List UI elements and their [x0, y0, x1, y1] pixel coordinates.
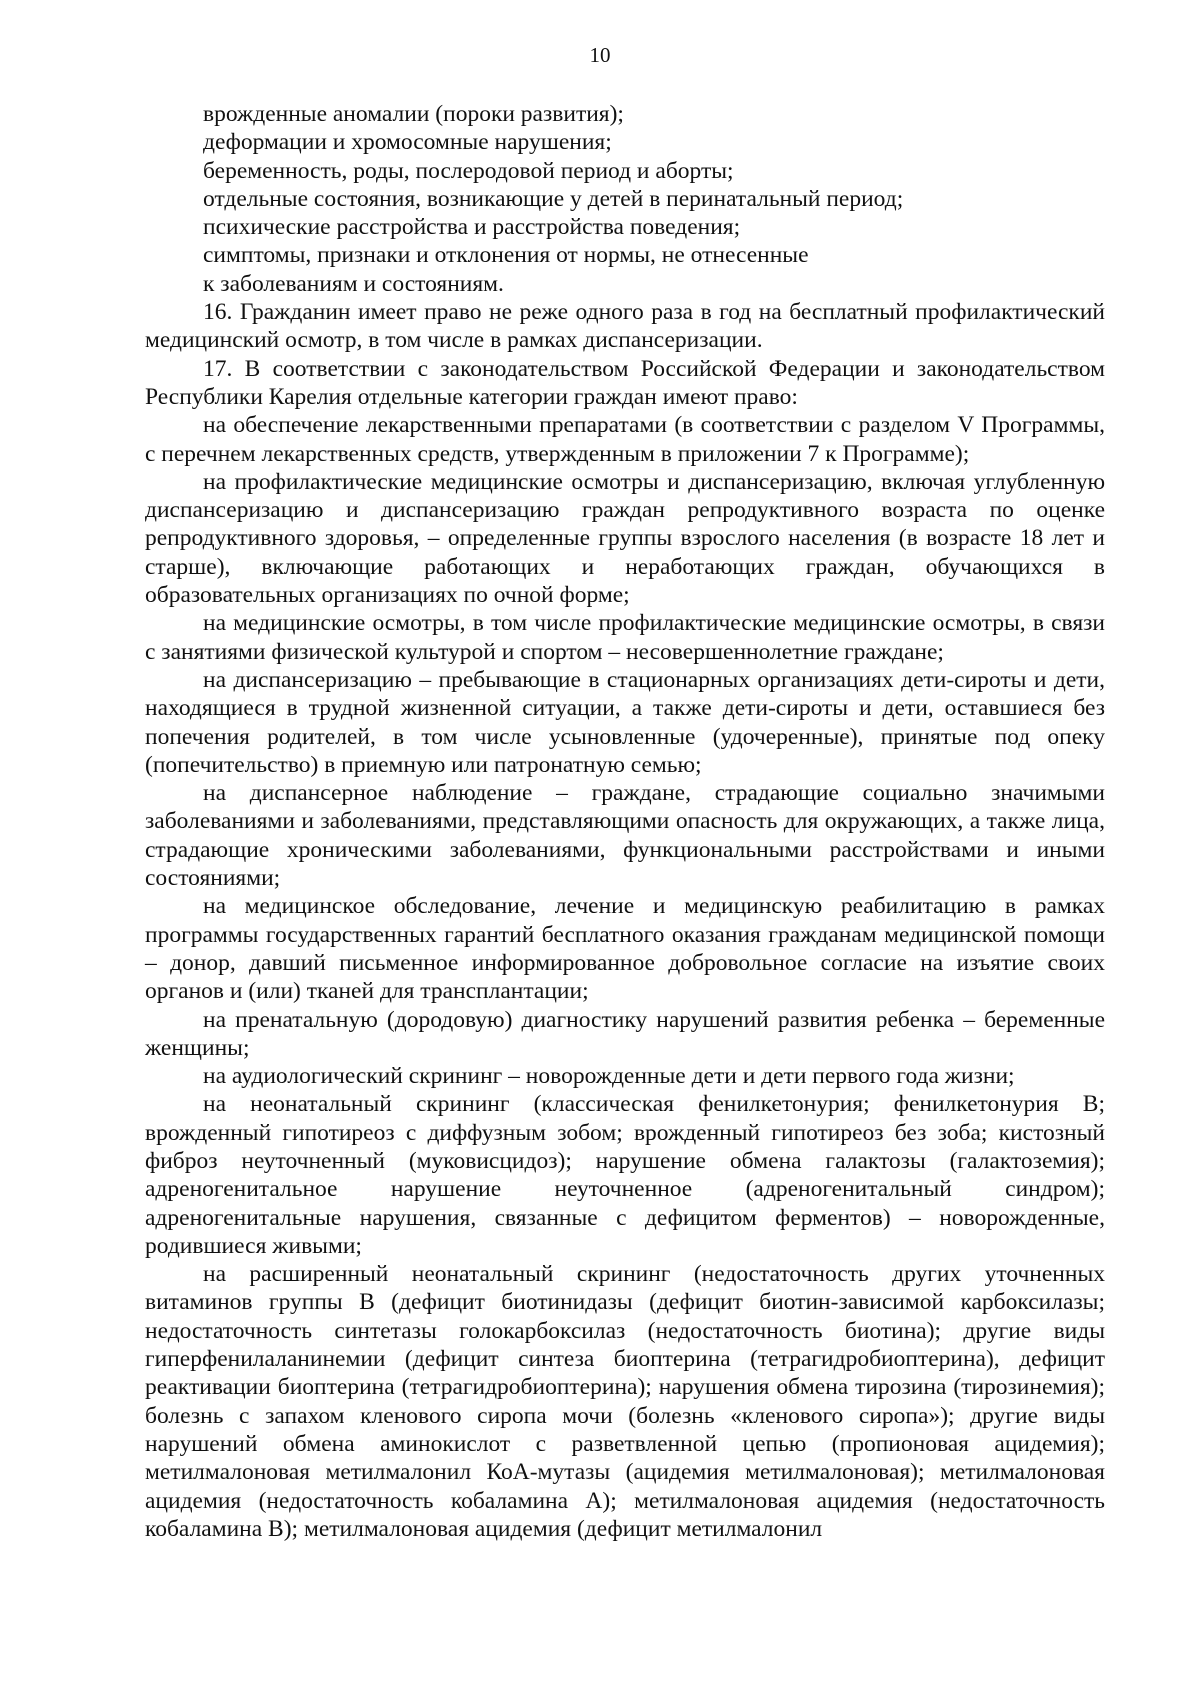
paragraph-prenatal: на пренатальную (дородовую) диагностику нарушений развития ребенка – беременные женщины; [145, 1006, 1105, 1061]
list-line: врожденные аномалии (пороки развития); [203, 101, 624, 127]
paragraph-orphans: на диспансеризацию – пребывающие в стационарных организациях дети-сироты и дети, находящиеся в трудной жизненной ситуации, а также дети-сироты и дети, оставшиеся без попечения родителей, в том числе усыновленные (удочеренные), принятые под опеку (попечительство) в приемную или патронатную семью; [145, 666, 1105, 778]
paragraph-medical-exams-minors: на медицинские осмотры, в том числе профилактические медицинские осмотры, в связи с занятиями физической культурой и спортом – несовершеннолетние граждане; [145, 610, 1105, 665]
paragraph-neonatal-screening: на неонатальный скрининг (классическая фенилкетонурия; фенилкетонурия B; врожденный гипотиреоз с диффузным зобом; врожденный гипотиреоз без зоба; кистозный фиброз неуточненный (муковисцидоз); нарушение обмена галактозы (галактоземия); адреногенитальное нарушение неуточненное (адреногенитальный синдром); адреногенитальные нарушения, связанные с дефицитом ферментов) – новорожденные, родившиеся живыми; [145, 1091, 1105, 1259]
list-line: беременность, роды, послеродовой период и аборты; [203, 157, 734, 184]
page-number: 10 [589, 43, 611, 67]
document-body [145, 100, 1105, 1543]
list-line: отдельные состояния, возникающие у детей в перинатальный период; [203, 185, 904, 212]
paragraph-extended-neonatal-screening: на расширенный неонатальный скрининг (недостаточность других уточненных витаминов группы B (дефицит биотинидазы (дефицит биотин-зависимой карбоксилазы; недостаточность синтетазы голокарбоксилаз (недостаточность биотина); другие виды гиперфенилаланинемии (дефицит синтеза биоптерина (тетрагидробиоптерина), дефицит реактивации биоптерина (тетрагидробиоптерина); нарушения обмена тирозина (тирозинемия); болезнь с запахом кленового сиропа мочи (болезнь «кленового сиропа»); другие виды нарушений обмена аминокислот с разветвленной цепью (пропионовая ацидемия); метилмалоновая метилмалонил КоА-мутазы (ацидемия метилмалоновая); метилмалоновая ацидемия (недостаточность кобаламина A); метилмалоновая ацидемия (недостаточность кобаламина B); метилмалоновая ацидемия (дефицит метилмалонил [145, 1261, 1105, 1542]
paragraph-donor: на медицинское обследование, лечение и медицинскую реабилитацию в рамках программы государственных гарантий бесплатного оказания гражданам медицинской помощи – донор, давший письменное информированное добровольное согласие на изъятие своих органов и (или) тканей для трансплантации; [145, 893, 1105, 1005]
list-line: деформации и хромосомные нарушения; [203, 129, 612, 156]
paragraph-preventive-exams: на профилактические медицинские осмотры и диспансеризацию, включая углубленную диспансеризацию и диспансеризацию граждан репродуктивного возраста по оценке репродуктивного здоровья, – определенные группы взрослого населения (в возрасте 18 лет и старше), включающие работающих и неработающих граждан, обучающихся в образовательных организациях по очной форме; [145, 468, 1105, 609]
paragraph-16: 16. Гражданин имеет право не реже одного раза в год на бесплатный профилактический медицинский осмотр, в том числе в рамках диспансеризации. [145, 299, 1105, 354]
list-line: к заболеваниям и состояниям. [203, 270, 504, 297]
paragraph-17: 17. В соответствии с законодательством Российской Федерации и законодательством Республики Карелия отдельные категории граждан имеют право: [145, 355, 1105, 410]
paragraph-medicines: на обеспечение лекарственными препаратами (в соответствии с разделом V Программы, с перечнем лекарственных средств, утвержденным в приложении 7 к Программе); [145, 412, 1105, 467]
list-line: психические расстройства и расстройства поведения; [203, 214, 741, 241]
list-line: симптомы, признаки и отклонения от нормы, не отнесенные [203, 242, 809, 269]
paragraph-dispensary-observation: на диспансерное наблюдение – граждане, страдающие социально значимыми заболеваниями и заболеваниями, представляющими опасность для окружающих, а также лица, страдающие хроническими заболеваниями, функциональными расстройствами и иными состояниями; [145, 780, 1105, 892]
paragraph-audiology: на аудиологический скрининг – новорожденные дети и дети первого года жизни; [203, 1063, 1015, 1090]
